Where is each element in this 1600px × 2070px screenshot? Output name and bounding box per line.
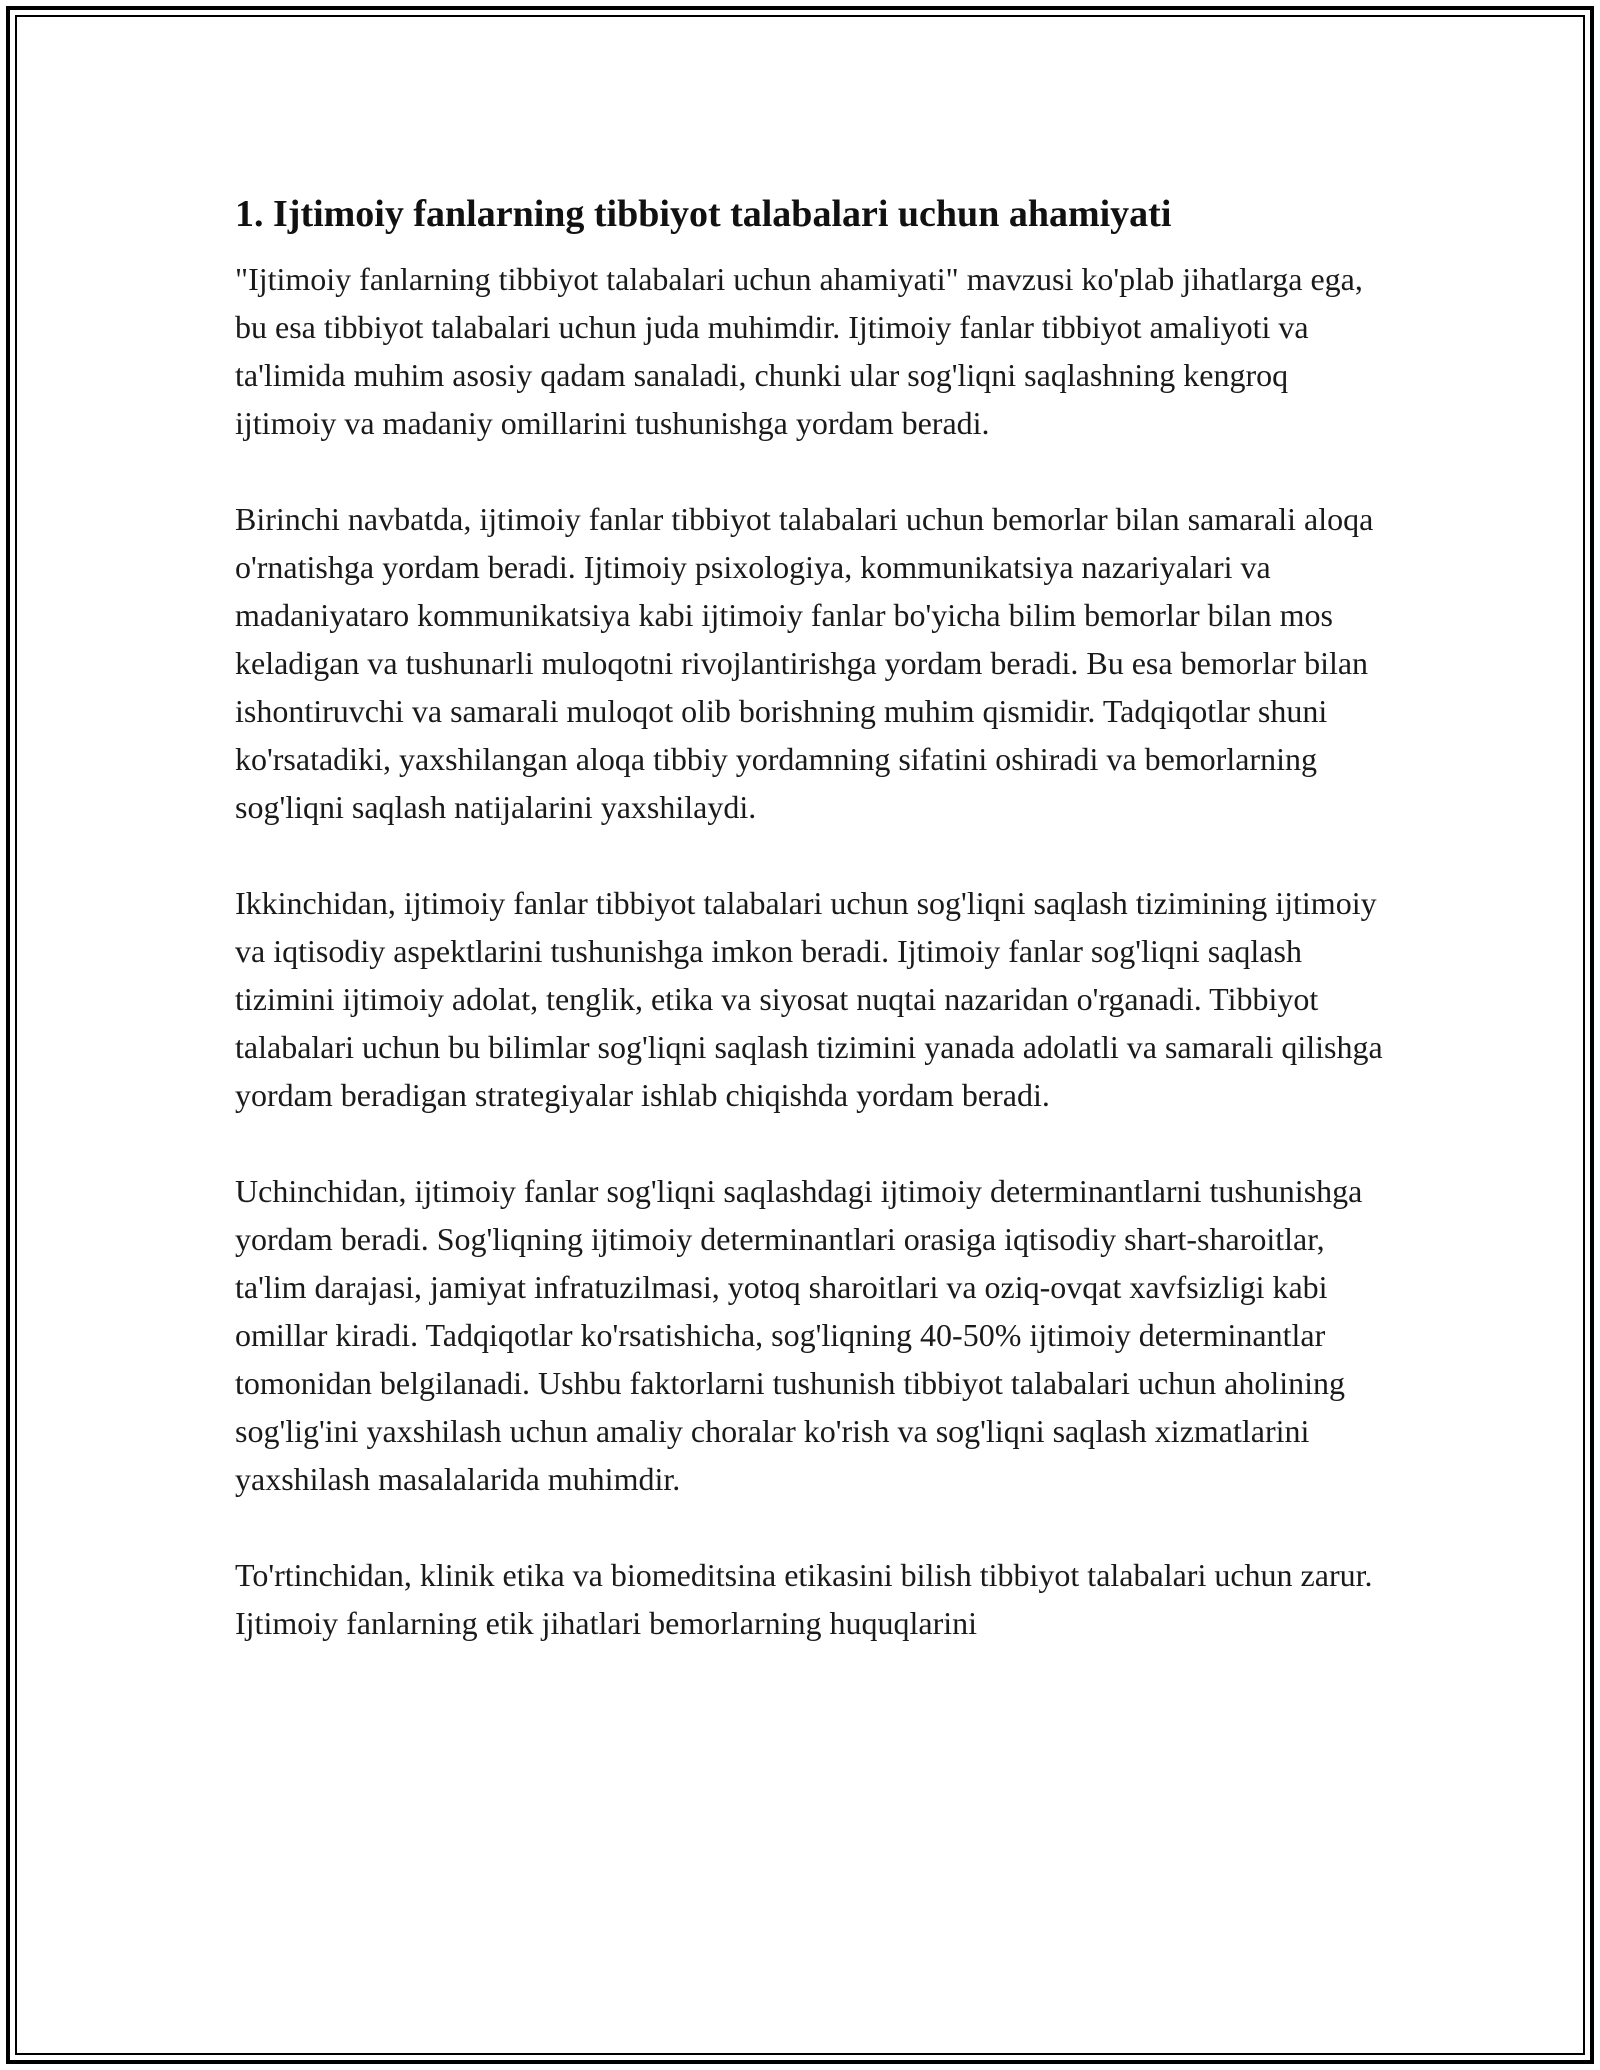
paragraph-third: Uchinchidan, ijtimoiy fanlar sog'liqni saqlashdagi ijtimoiy determinantlarni tushunishga yordam beradi. Sog'liqning ijtimoiy determinantlari orasiga iqtisodiy shart-sharoitlar, ta'lim darajasi, jamiyat infratuzilmasi, yotoq sharoitlari va oziq-ovqat xavfsizligi kabi omillar kiradi. Tadqiqotlar ko'rsatishicha, sog'liqning 40-50% ijtimoiy determinantlar tomonidan belgilanadi. Ushbu faktorlarni tushunish tibbiyot talabalari uchun aholining sog'lig'ini yaxshilash uchun amaliy choralar ko'rish va sog'liqni saqlash xizmatlarini yaxshilash masalalarida muhimdir. xyxy=(235,1173,1363,1497)
paragraph-intro: "Ijtimoiy fanlarning tibbiyot talabalari uchun ahamiyati" mavzusi ko'plab jihatlarga ega, bu esa tibbiyot talabalari uchun juda muhimdir. Ijtimoiy fanlar tibbiyot amaliyoti va ta'limida muhim asosiy qadam sanaladi, chunki ular sog'liqni saqlashning kengroq ijtimoiy va madaniy omillarini tushunishga yordam beradi. xyxy=(235,261,1363,441)
section-title: 1. Ijtimoiy fanlarning tibbiyot talabalari uchun ahamiyati xyxy=(235,193,1172,235)
document-body xyxy=(235,185,1385,1695)
paragraph-fourth: To'rtinchidan, klinik etika va biomeditsina etikasini bilish tibbiyot talabalari uchun zarur. Ijtimoiy fanlarning etik jihatlari bemorlarning huquqlarini xyxy=(235,1557,1373,1641)
paragraph-first: Birinchi navbatda, ijtimoiy fanlar tibbiyot talabalari uchun bemorlar bilan samarali aloqa o'rnatishga yordam beradi. Ijtimoiy psixologiya, kommunikatsiya nazariyalari va madaniyataro kommunikatsiya kabi ijtimoiy fanlar bo'yicha bilim bemorlar bilan mos keladigan va tushunarli muloqotni rivojlantirishga yordam beradi. Bu esa bemorlar bilan ishontiruvchi va samarali muloqot olib borishning muhim qismidir. Tadqiqotlar shuni ko'rsatadiki, yaxshilangan aloqa tibbiy yordamning sifatini oshiradi va bemorlarning sog'liqni saqlash natijalarini yaxshilaydi. xyxy=(235,501,1374,825)
paragraph-second: Ikkinchidan, ijtimoiy fanlar tibbiyot talabalari uchun sog'liqni saqlash tizimining ijtimoiy va iqtisodiy aspektlarini tushunishga imkon beradi. Ijtimoiy fanlar sog'liqni saqlash tizimini ijtimoiy adolat, tenglik, etika va siyosat nuqtai nazaridan o'rganadi. Tibbiyot talabalari uchun bu bilimlar sog'liqni saqlash tizimini yanada adolatli va samarali qilishga yordam beradigan strategiyalar ishlab chiqishda yordam beradi. xyxy=(235,885,1383,1113)
